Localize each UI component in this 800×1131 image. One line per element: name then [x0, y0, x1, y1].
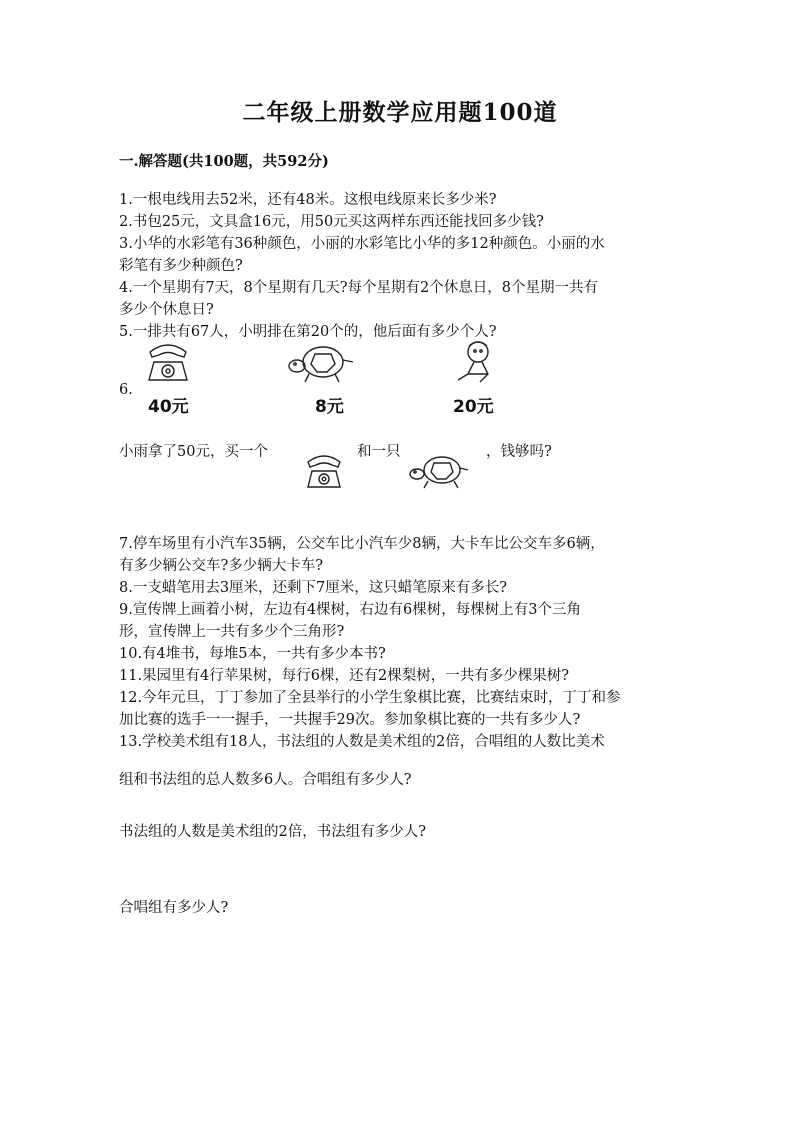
- problem-line: 形，宣传牌上一共有多少个三角形?: [119, 624, 345, 640]
- problem-line: 加比赛的选手一一握手，一共握手29次。参加象棋比赛的一共有多少人?: [119, 712, 581, 728]
- problem-line: 5.一排共有67人，小明排在第20个的，他后面有多少个人?: [119, 324, 497, 340]
- problem-number: 6.: [119, 382, 133, 398]
- problem-line: 3.小华的水彩笔有36种颜色，小丽的水彩笔比小华的多12种颜色。小丽的水: [119, 236, 605, 252]
- problem-line: 有多少辆公交车?多少辆大卡车?: [119, 558, 324, 574]
- problem-line: 2.书包25元，文具盒16元，用50元买这两样东西还能找回多少钱?: [119, 214, 544, 230]
- problem-line: 彩笔有多少种颜色?: [119, 258, 243, 274]
- section-heading: 一.解答题(共100题，共592分): [119, 153, 329, 170]
- doll-price: 20元: [453, 397, 494, 417]
- problem-line: 小雨拿了50元，买一个: [119, 444, 268, 460]
- problem-line: 9.宣传牌上画着小树，左边有4棵树，右边有6棵树，每棵树上有3个三角: [119, 602, 582, 618]
- problem-line: 1.一根电线用去52米，还有48米。这根电线原来长多少米?: [119, 192, 497, 208]
- problem-line: 7.停车场里有小汽车35辆，公交车比小汽车少8辆，大卡车比公交车多6辆，: [119, 536, 605, 552]
- problem-line: 多少个休息日?: [119, 302, 214, 318]
- turtle-price: 8元: [315, 397, 344, 417]
- telephone-icon: [144, 340, 192, 386]
- problem-line: 书法组的人数是美术组的2倍，书法组有多少人?: [119, 824, 426, 840]
- problem-line: ，钱够吗?: [486, 444, 552, 460]
- page-title: 二年级上册数学应用题100道: [242, 99, 558, 126]
- turtle-icon: [287, 340, 357, 384]
- problem-line: 4.一个星期有7天，8个星期有几天?每个星期有2个休息日，8个星期一共有: [119, 280, 599, 296]
- problem-line: 11.果园里有4行苹果树，每行6棵，还有2棵梨树，一共有多少棵果树?: [119, 668, 570, 684]
- problem-line: 组和书法组的总人数多6人。合唱组有多少人?: [119, 772, 412, 788]
- toy-doll-icon: [450, 338, 500, 388]
- problem-line: 合唱组有多少人?: [119, 900, 229, 916]
- telephone-price: 40元: [148, 397, 189, 417]
- problem-line: 12.今年元旦，丁丁参加了全县举行的小学生象棋比赛，比赛结束时，丁丁和参: [119, 690, 621, 706]
- telephone-icon: [303, 452, 345, 492]
- problem-line: 13.学校美术组有18人，书法组的人数是美术组的2倍，合唱组的人数比美术: [119, 734, 605, 750]
- problem-line: 8.一支蜡笔用去3厘米，还剩下7厘米，这只蜡笔原来有多长?: [119, 580, 508, 596]
- problem-line: 10.有4堆书，每堆5本，一共有多少本书?: [119, 646, 386, 662]
- problem-line: 和一只: [357, 444, 401, 460]
- turtle-icon: [408, 452, 470, 490]
